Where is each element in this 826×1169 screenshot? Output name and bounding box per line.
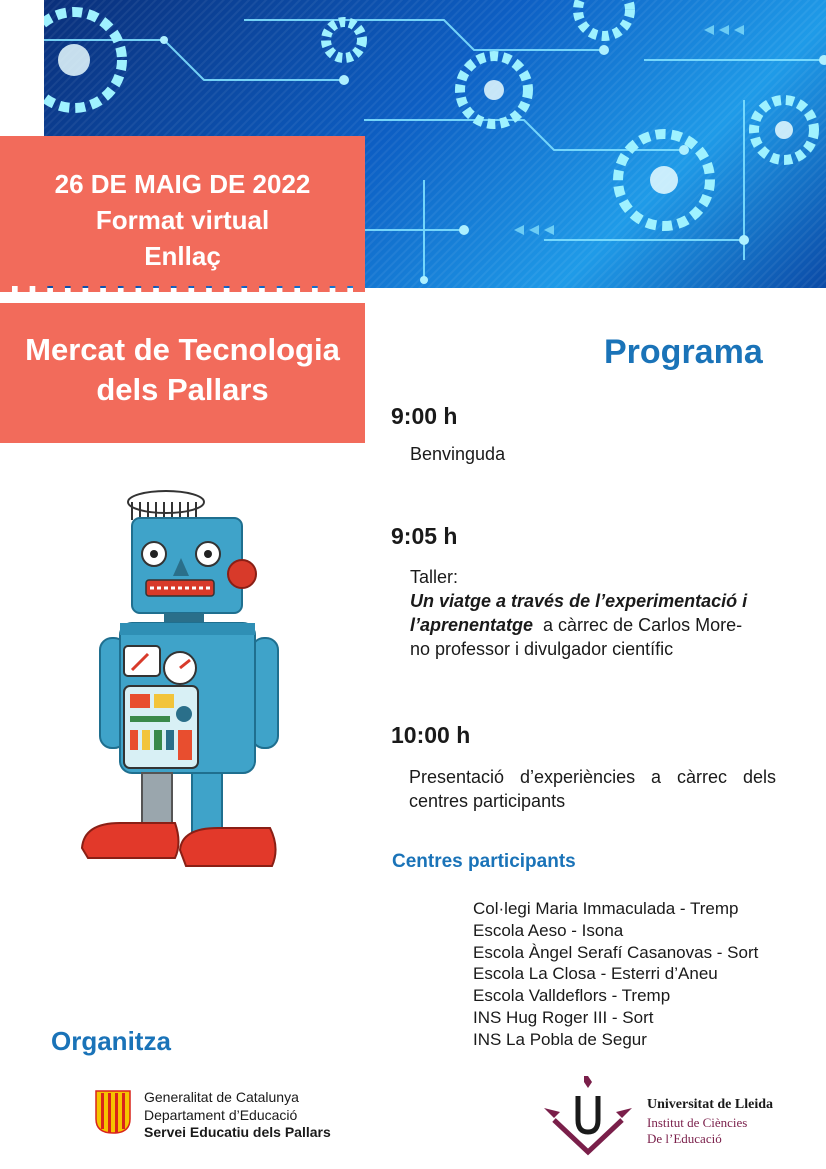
time-slot-3: 10:00 h	[391, 722, 471, 748]
slot-2-label: Taller:	[410, 567, 459, 587]
workshop-speaker-line1: a càrrec de Carlos More-	[533, 615, 743, 635]
gencat-line1: Generalitat de Catalunya	[144, 1089, 299, 1105]
gencat-line2: Departament d’Educació	[144, 1106, 298, 1123]
slot-1-description: Benvinguda	[410, 444, 506, 464]
list-item: Escola La Closa - Esterri d’Aneu	[473, 964, 718, 984]
udl-name: Universitat de Lleida	[647, 1097, 773, 1112]
dashed-divider	[0, 286, 365, 292]
gencat-flag-icon	[94, 1089, 132, 1135]
gencat-text	[144, 1089, 331, 1142]
list-item: Escola Àngel Serafí Casanovas - Sort	[473, 942, 759, 962]
list-item: INS La Pobla de Segur	[473, 1029, 647, 1049]
event-title-line2: dels Pallars	[96, 372, 269, 407]
list-item: Escola Valldeflors - Tremp	[473, 986, 671, 1006]
time-slot-1: 9:00 h	[391, 403, 458, 429]
event-title-line1: Mercat de Tecnologia	[25, 332, 340, 367]
centres-heading: Centres participants	[392, 851, 576, 872]
programa-heading: Programa	[604, 333, 763, 371]
event-title-box	[0, 303, 365, 443]
udl-sub2: De l’Educació	[647, 1131, 722, 1146]
workshop-speaker-line2: no professor i divulgador científic	[410, 639, 674, 659]
workshop-title-line1: Un viatge a través de l’experimentació i	[410, 591, 748, 611]
workshop-title-line2-row	[410, 613, 780, 637]
robot-illustration	[80, 488, 285, 878]
slot-3-line1: Presentació d’experiències a càrrec dels	[409, 767, 776, 787]
event-info-box	[0, 136, 365, 286]
slot-3-description	[409, 765, 776, 813]
slot-3-line2: centres participants	[409, 791, 566, 811]
centres-list	[473, 898, 758, 1051]
list-item: Col·legi Maria Immaculada - Tremp	[473, 899, 739, 918]
organitza-heading: Organitza	[51, 1026, 171, 1056]
udl-sub1: Institut de Ciències	[647, 1115, 748, 1130]
udl-logo-icon	[540, 1076, 636, 1156]
workshop-title-line2: l’aprenentatge	[410, 615, 534, 635]
list-item: Escola Aeso - Isona	[473, 920, 624, 940]
list-item: INS Hug Roger III - Sort	[473, 1007, 654, 1027]
udl-text	[647, 1097, 773, 1147]
event-link[interactable]: Enllaç	[144, 241, 221, 271]
event-date: 26 DE MAIG DE 2022	[54, 169, 311, 199]
event-format: Format virtual	[95, 205, 270, 235]
gencat-line3: Servei Educatiu dels Pallars	[144, 1124, 331, 1140]
time-slot-2: 9:05 h	[391, 523, 458, 549]
slot-2-description	[410, 565, 780, 661]
